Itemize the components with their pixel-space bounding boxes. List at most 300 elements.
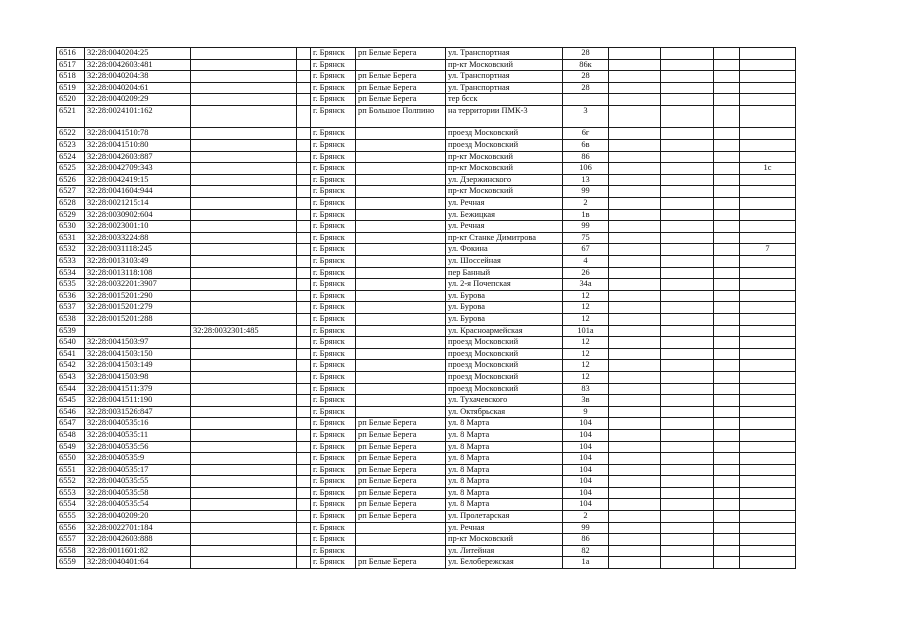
linked-cadastral-cell <box>191 360 297 372</box>
settlement-cell <box>356 244 446 256</box>
extra-cell-1 <box>609 325 661 337</box>
settlement-cell <box>356 360 446 372</box>
table-row <box>57 290 796 302</box>
building-cell <box>740 82 796 94</box>
building-cell <box>740 140 796 152</box>
extra-cell-1 <box>609 151 661 163</box>
table-row <box>57 429 796 441</box>
settlement-cell <box>356 302 446 314</box>
blank-cell <box>297 48 311 60</box>
table-row <box>57 313 796 325</box>
house-number-cell: 82 <box>563 545 609 557</box>
building-cell <box>740 453 796 465</box>
extra-cell-3 <box>714 487 740 499</box>
house-number-cell: 67 <box>563 244 609 256</box>
extra-cell-2 <box>661 441 714 453</box>
settlement-cell <box>356 279 446 291</box>
cadastral-number-cell: 32:28:0033224:88 <box>85 232 191 244</box>
city-cell: г. Брянск <box>311 279 356 291</box>
building-cell <box>740 151 796 163</box>
building-cell <box>740 128 796 140</box>
extra-cell-2 <box>661 71 714 83</box>
table-row <box>57 337 796 349</box>
row-number-cell: 6552 <box>57 476 85 488</box>
linked-cadastral-cell <box>191 371 297 383</box>
extra-cell-2 <box>661 105 714 128</box>
building-cell: 7 <box>740 244 796 256</box>
settlement-cell <box>356 140 446 152</box>
extra-cell-1 <box>609 418 661 430</box>
extra-cell-1 <box>609 487 661 499</box>
street-cell: проезд Московский <box>446 140 563 152</box>
row-number-cell: 6522 <box>57 128 85 140</box>
street-cell: ул. 8 Марта <box>446 499 563 511</box>
street-cell: ул. Бурова <box>446 313 563 325</box>
extra-cell-2 <box>661 464 714 476</box>
cadastral-number-cell: 32:28:0013103:49 <box>85 256 191 268</box>
property-register-table <box>56 47 796 569</box>
city-cell: г. Брянск <box>311 371 356 383</box>
extra-cell-2 <box>661 163 714 175</box>
blank-cell <box>297 302 311 314</box>
row-number-cell: 6524 <box>57 151 85 163</box>
row-number-cell: 6548 <box>57 429 85 441</box>
row-number-cell: 6530 <box>57 221 85 233</box>
city-cell: г. Брянск <box>311 453 356 465</box>
row-number-cell: 6528 <box>57 198 85 210</box>
blank-cell <box>297 267 311 279</box>
settlement-cell: рп Белые Берега <box>356 476 446 488</box>
row-number-cell: 6518 <box>57 71 85 83</box>
cadastral-number-cell: 32:28:0042603:888 <box>85 534 191 546</box>
extra-cell-3 <box>714 232 740 244</box>
street-cell: ул. 8 Марта <box>446 464 563 476</box>
city-cell: г. Брянск <box>311 198 356 210</box>
extra-cell-3 <box>714 48 740 60</box>
extra-cell-3 <box>714 348 740 360</box>
extra-cell-1 <box>609 337 661 349</box>
extra-cell-1 <box>609 48 661 60</box>
extra-cell-2 <box>661 279 714 291</box>
extra-cell-3 <box>714 499 740 511</box>
city-cell: г. Брянск <box>311 71 356 83</box>
row-number-cell: 6555 <box>57 511 85 523</box>
blank-cell <box>297 232 311 244</box>
building-cell <box>740 395 796 407</box>
table-row <box>57 383 796 395</box>
street-cell: ул. Бежицкая <box>446 209 563 221</box>
blank-cell <box>297 337 311 349</box>
linked-cadastral-cell <box>191 256 297 268</box>
linked-cadastral-cell <box>191 383 297 395</box>
blank-cell <box>297 221 311 233</box>
building-cell <box>740 48 796 60</box>
house-number-cell: 99 <box>563 221 609 233</box>
extra-cell-3 <box>714 82 740 94</box>
cadastral-number-cell: 32:28:0015201:279 <box>85 302 191 314</box>
cadastral-number-cell: 32:28:0021215:14 <box>85 198 191 210</box>
city-cell: г. Брянск <box>311 406 356 418</box>
cadastral-number-cell: 32:28:0041511:379 <box>85 383 191 395</box>
extra-cell-1 <box>609 464 661 476</box>
house-number-cell: 12 <box>563 290 609 302</box>
settlement-cell <box>356 522 446 534</box>
blank-cell <box>297 511 311 523</box>
blank-cell <box>297 325 311 337</box>
extra-cell-1 <box>609 360 661 372</box>
extra-cell-3 <box>714 464 740 476</box>
city-cell: г. Брянск <box>311 221 356 233</box>
settlement-cell <box>356 232 446 244</box>
street-cell: ул. Шоссейная <box>446 256 563 268</box>
building-cell <box>740 105 796 128</box>
street-cell: пр-кт Московский <box>446 163 563 175</box>
extra-cell-2 <box>661 59 714 71</box>
cadastral-number-cell: 32:28:0042709:343 <box>85 163 191 175</box>
building-cell <box>740 186 796 198</box>
building-cell <box>740 499 796 511</box>
blank-cell <box>297 383 311 395</box>
extra-cell-1 <box>609 59 661 71</box>
extra-cell-3 <box>714 94 740 106</box>
extra-cell-2 <box>661 221 714 233</box>
city-cell: г. Брянск <box>311 360 356 372</box>
blank-cell <box>297 557 311 569</box>
linked-cadastral-cell <box>191 302 297 314</box>
table-row <box>57 453 796 465</box>
street-cell: ул. Речная <box>446 198 563 210</box>
table-row <box>57 209 796 221</box>
house-number-cell: 101а <box>563 325 609 337</box>
city-cell: г. Брянск <box>311 256 356 268</box>
blank-cell <box>297 244 311 256</box>
city-cell: г. Брянск <box>311 232 356 244</box>
settlement-cell: рп Белые Берега <box>356 94 446 106</box>
blank-cell <box>297 348 311 360</box>
house-number-cell: 3 <box>563 105 609 128</box>
settlement-cell <box>356 325 446 337</box>
house-number-cell: 104 <box>563 418 609 430</box>
city-cell: г. Брянск <box>311 151 356 163</box>
linked-cadastral-cell <box>191 71 297 83</box>
city-cell: г. Брянск <box>311 499 356 511</box>
street-cell: ул. Бурова <box>446 290 563 302</box>
extra-cell-2 <box>661 198 714 210</box>
building-cell <box>740 441 796 453</box>
building-cell <box>740 522 796 534</box>
street-cell: проезд Московский <box>446 371 563 383</box>
table-row <box>57 221 796 233</box>
cadastral-number-cell: 32:28:0040209:20 <box>85 511 191 523</box>
table-row <box>57 256 796 268</box>
extra-cell-1 <box>609 186 661 198</box>
row-number-cell: 6541 <box>57 348 85 360</box>
row-number-cell: 6546 <box>57 406 85 418</box>
city-cell: г. Брянск <box>311 522 356 534</box>
city-cell: г. Брянск <box>311 267 356 279</box>
row-number-cell: 6529 <box>57 209 85 221</box>
cadastral-number-cell: 32:28:0031118:245 <box>85 244 191 256</box>
blank-cell <box>297 94 311 106</box>
street-cell: ул. Транспортная <box>446 71 563 83</box>
linked-cadastral-cell <box>191 464 297 476</box>
linked-cadastral-cell <box>191 105 297 128</box>
table-row <box>57 71 796 83</box>
extra-cell-2 <box>661 418 714 430</box>
house-number-cell: 106 <box>563 163 609 175</box>
extra-cell-3 <box>714 337 740 349</box>
cadastral-number-cell: 32:28:0042419:15 <box>85 174 191 186</box>
city-cell: г. Брянск <box>311 128 356 140</box>
extra-cell-3 <box>714 302 740 314</box>
street-cell: ул. Белобережская <box>446 557 563 569</box>
extra-cell-2 <box>661 82 714 94</box>
linked-cadastral-cell <box>191 186 297 198</box>
linked-cadastral-cell <box>191 140 297 152</box>
cadastral-number-cell: 32:28:0041503:97 <box>85 337 191 349</box>
extra-cell-1 <box>609 371 661 383</box>
linked-cadastral-cell <box>191 174 297 186</box>
extra-cell-2 <box>661 360 714 372</box>
building-cell <box>740 429 796 441</box>
city-cell: г. Брянск <box>311 476 356 488</box>
street-cell: проезд Московский <box>446 348 563 360</box>
table-body <box>57 48 796 569</box>
street-cell: пр-кт Московский <box>446 186 563 198</box>
cadastral-number-cell: 32:28:0030902:604 <box>85 209 191 221</box>
table-row <box>57 511 796 523</box>
linked-cadastral-cell <box>191 94 297 106</box>
table-row <box>57 371 796 383</box>
row-number-cell: 6534 <box>57 267 85 279</box>
city-cell: г. Брянск <box>311 487 356 499</box>
extra-cell-3 <box>714 511 740 523</box>
extra-cell-3 <box>714 325 740 337</box>
house-number-cell: 28 <box>563 71 609 83</box>
cadastral-number-cell: 32:28:0041503:149 <box>85 360 191 372</box>
extra-cell-3 <box>714 545 740 557</box>
building-cell <box>740 487 796 499</box>
extra-cell-1 <box>609 441 661 453</box>
house-number-cell: 12 <box>563 337 609 349</box>
building-cell <box>740 290 796 302</box>
row-number-cell: 6525 <box>57 163 85 175</box>
extra-cell-2 <box>661 140 714 152</box>
row-number-cell: 6519 <box>57 82 85 94</box>
extra-cell-3 <box>714 151 740 163</box>
house-number-cell: 86 <box>563 534 609 546</box>
row-number-cell: 6523 <box>57 140 85 152</box>
cadastral-number-cell: 32:28:0040204:61 <box>85 82 191 94</box>
extra-cell-1 <box>609 256 661 268</box>
table-row <box>57 232 796 244</box>
table-row <box>57 464 796 476</box>
cadastral-number-cell: 32:28:0042603:887 <box>85 151 191 163</box>
blank-cell <box>297 522 311 534</box>
table-row <box>57 534 796 546</box>
extra-cell-1 <box>609 140 661 152</box>
cadastral-number-cell: 32:28:0040535:55 <box>85 476 191 488</box>
extra-cell-1 <box>609 557 661 569</box>
settlement-cell: рп Белые Берега <box>356 487 446 499</box>
extra-cell-3 <box>714 313 740 325</box>
house-number-cell: 104 <box>563 487 609 499</box>
linked-cadastral-cell <box>191 128 297 140</box>
row-number-cell: 6559 <box>57 557 85 569</box>
table-row <box>57 499 796 511</box>
building-cell <box>740 476 796 488</box>
linked-cadastral-cell <box>191 244 297 256</box>
settlement-cell <box>356 395 446 407</box>
settlement-cell: рп Белые Берега <box>356 557 446 569</box>
row-number-cell: 6516 <box>57 48 85 60</box>
street-cell: ул. Пролетарская <box>446 511 563 523</box>
linked-cadastral-cell <box>191 279 297 291</box>
settlement-cell: рп Белые Берега <box>356 511 446 523</box>
city-cell: г. Брянск <box>311 94 356 106</box>
house-number-cell: 13 <box>563 174 609 186</box>
cadastral-number-cell: 32:28:0041510:80 <box>85 140 191 152</box>
building-cell <box>740 267 796 279</box>
settlement-cell <box>356 534 446 546</box>
blank-cell <box>297 71 311 83</box>
row-number-cell: 6549 <box>57 441 85 453</box>
row-number-cell: 6536 <box>57 290 85 302</box>
blank-cell <box>297 371 311 383</box>
blank-cell <box>297 476 311 488</box>
city-cell: г. Брянск <box>311 348 356 360</box>
table-row <box>57 244 796 256</box>
cadastral-number-cell: 32:28:0040204:25 <box>85 48 191 60</box>
table-row <box>57 545 796 557</box>
cadastral-number-cell: 32:28:0023001:10 <box>85 221 191 233</box>
city-cell: г. Брянск <box>311 59 356 71</box>
extra-cell-3 <box>714 59 740 71</box>
blank-cell <box>297 279 311 291</box>
table-row <box>57 360 796 372</box>
table-row <box>57 198 796 210</box>
blank-cell <box>297 151 311 163</box>
settlement-cell <box>356 337 446 349</box>
building-cell <box>740 348 796 360</box>
building-cell <box>740 371 796 383</box>
house-number-cell: 2 <box>563 198 609 210</box>
house-number-cell: 28 <box>563 82 609 94</box>
cadastral-number-cell: 32:28:0040209:29 <box>85 94 191 106</box>
street-cell: ул. Бурова <box>446 302 563 314</box>
row-number-cell: 6533 <box>57 256 85 268</box>
blank-cell <box>297 499 311 511</box>
settlement-cell <box>356 256 446 268</box>
extra-cell-1 <box>609 545 661 557</box>
blank-cell <box>297 198 311 210</box>
cadastral-number-cell: 32:28:0042603:481 <box>85 59 191 71</box>
linked-cadastral-cell <box>191 337 297 349</box>
street-cell: ул. Дзержинского <box>446 174 563 186</box>
building-cell <box>740 209 796 221</box>
cadastral-number-cell: 32:28:0015201:290 <box>85 290 191 302</box>
blank-cell <box>297 464 311 476</box>
extra-cell-1 <box>609 476 661 488</box>
settlement-cell <box>356 186 446 198</box>
extra-cell-1 <box>609 198 661 210</box>
street-cell: проезд Московский <box>446 128 563 140</box>
building-cell <box>740 406 796 418</box>
linked-cadastral-cell <box>191 232 297 244</box>
settlement-cell: рп Белые Берега <box>356 48 446 60</box>
extra-cell-3 <box>714 163 740 175</box>
street-cell: пр-кт Московский <box>446 151 563 163</box>
linked-cadastral-cell <box>191 163 297 175</box>
extra-cell-2 <box>661 128 714 140</box>
extra-cell-2 <box>661 557 714 569</box>
row-number-cell: 6554 <box>57 499 85 511</box>
street-cell: ул. 8 Марта <box>446 429 563 441</box>
house-number-cell: 104 <box>563 499 609 511</box>
linked-cadastral-cell <box>191 209 297 221</box>
cadastral-number-cell: 32:28:0032201:3907 <box>85 279 191 291</box>
extra-cell-2 <box>661 232 714 244</box>
cadastral-number-cell: 32:28:0013118:108 <box>85 267 191 279</box>
city-cell: г. Брянск <box>311 186 356 198</box>
linked-cadastral-cell <box>191 545 297 557</box>
linked-cadastral-cell <box>191 59 297 71</box>
house-number-cell: 83 <box>563 383 609 395</box>
extra-cell-3 <box>714 534 740 546</box>
building-cell <box>740 337 796 349</box>
row-number-cell: 6532 <box>57 244 85 256</box>
linked-cadastral-cell <box>191 151 297 163</box>
street-cell: ул. 8 Марта <box>446 418 563 430</box>
settlement-cell: рп Белые Берега <box>356 441 446 453</box>
extra-cell-1 <box>609 313 661 325</box>
settlement-cell: рп Белые Берега <box>356 499 446 511</box>
cadastral-number-cell: 32:28:0040535:16 <box>85 418 191 430</box>
building-cell <box>740 279 796 291</box>
row-number-cell: 6547 <box>57 418 85 430</box>
extra-cell-1 <box>609 290 661 302</box>
extra-cell-2 <box>661 186 714 198</box>
row-number-cell: 6517 <box>57 59 85 71</box>
settlement-cell <box>356 406 446 418</box>
blank-cell <box>297 453 311 465</box>
building-cell <box>740 59 796 71</box>
building-cell <box>740 383 796 395</box>
table-row <box>57 487 796 499</box>
blank-cell <box>297 163 311 175</box>
extra-cell-2 <box>661 244 714 256</box>
extra-cell-1 <box>609 406 661 418</box>
row-number-cell: 6526 <box>57 174 85 186</box>
extra-cell-3 <box>714 267 740 279</box>
cadastral-number-cell: 32:28:0041604:944 <box>85 186 191 198</box>
settlement-cell <box>356 128 446 140</box>
extra-cell-3 <box>714 221 740 233</box>
extra-cell-3 <box>714 406 740 418</box>
linked-cadastral-cell <box>191 511 297 523</box>
table-row <box>57 82 796 94</box>
extra-cell-3 <box>714 557 740 569</box>
building-cell <box>740 71 796 83</box>
settlement-cell <box>356 59 446 71</box>
extra-cell-1 <box>609 267 661 279</box>
house-number-cell: 104 <box>563 441 609 453</box>
linked-cadastral-cell <box>191 395 297 407</box>
settlement-cell <box>356 290 446 302</box>
table-row <box>57 406 796 418</box>
street-cell: на территории ПМК-3 <box>446 105 563 128</box>
street-cell: пр-кт Станке Димитрова <box>446 232 563 244</box>
